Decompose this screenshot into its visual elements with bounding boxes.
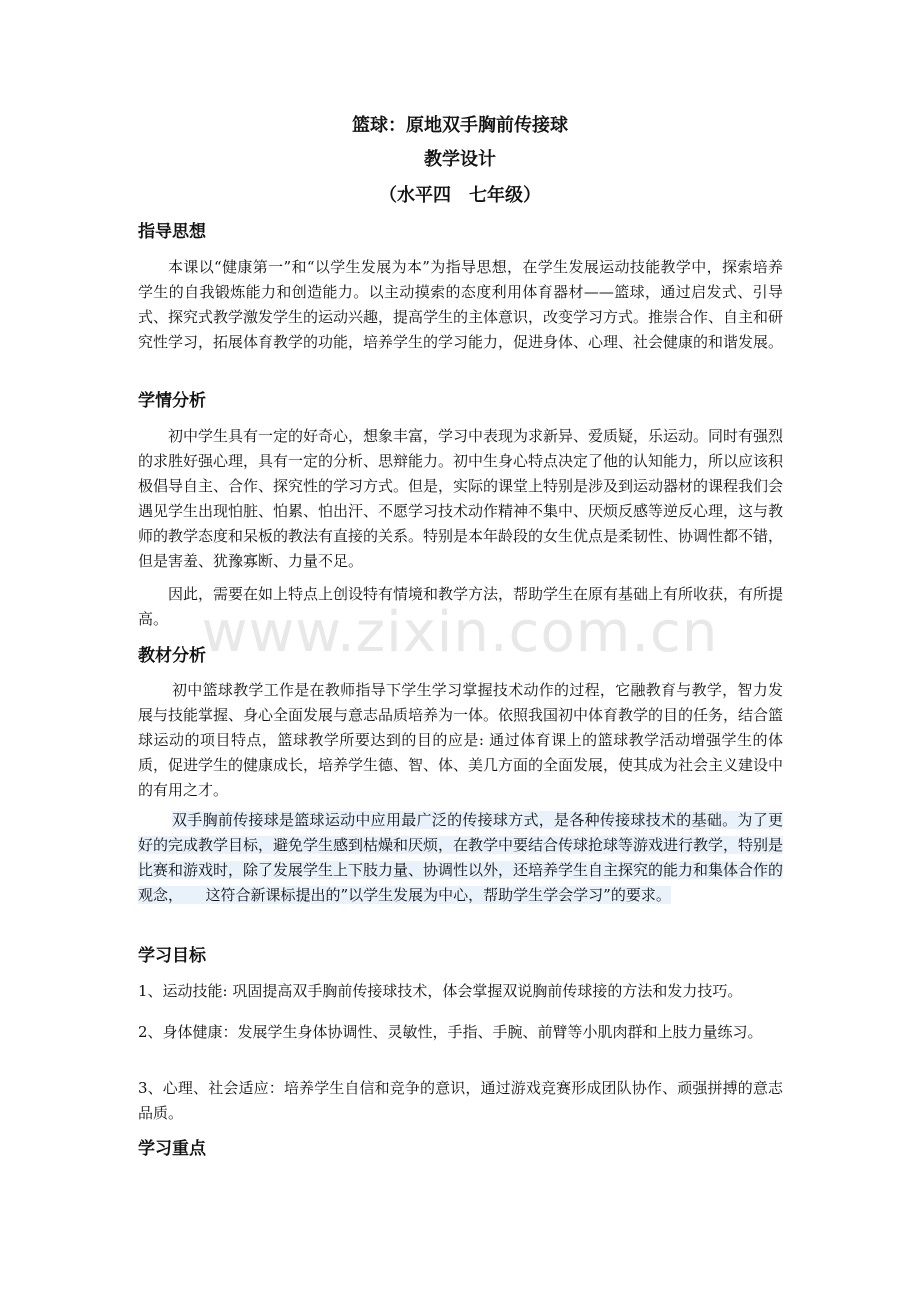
document-title: 篮球：原地双手胸前传接球 (352, 115, 568, 136)
heading-goals: 学习目标 (138, 946, 206, 966)
paragraph-guiding: 本课以“健康第一”和“以学生发展为本”为指导思想，在学生发展运动技能教学中，探索培养学生的自我锻炼能力和创造能力。以主动摸索的态度利用体育器材——篮球，通过启发式、引导式、探究式教学激发学生的运动兴趣，提高学生的主体意识，改变学习方式。推崇合作、自主和研究性学习，拓展体育教学的功能，培养学生的学习能力，促进身体、心理、社会健康的和谐发展。 (138, 258, 784, 351)
document-subtitle: 教学设计 (424, 149, 496, 170)
goal-item-3: 3、心理、社会适应：培养学生自信和竞争的意识，通过游戏竞赛形成团队协作、顽强拼搏的意志品质。 (138, 1079, 783, 1122)
goal-item-2: 2、身体健康：发展学生身体协调性、灵敏性，手指、手腕、前臂等小肌肉群和上肢力量练习。 (138, 1023, 763, 1041)
paragraph-material-2 (138, 808, 783, 908)
paragraph-learners-1: 初中学生具有一定的好奇心，想象丰富，学习中表现为求新异、爱质疑，乐运动。同时有强烈的求胜好强心理，具有一定的分析、思辩能力。初中生身心特点决定了他的认知能力，所以应该积极倡导自主、合作、探究性的学习方式。但是，实际的课堂上特别是涉及到运动器材的课程我们会遇见学生出现怕脏、怕累、怕出汗、不愿学习技术动作精神不集中、厌烦反感等逆反心理，这与教师的教学态度和呆板的教法有直接的关系。特别是本年龄段的女生优点是柔韧性、协调性都不错，但是害羞、犹豫寡断、力量不足。 (138, 427, 784, 570)
document-level: （水平四 七年级） (379, 185, 541, 206)
paragraph-learners-2: 因此，需要在如上特点上创设特有情境和教学方法，帮助学生在原有基础上有所收获，有所提高。 (138, 585, 784, 628)
paragraph-material-1: 初中篮球教学工作是在教师指导下学生学习掌握技术动作的过程，它融教育与教学，智力发展与技能掌握、身心全面发展与意志品质培养为一体。依照我国初中体育教学的目的任务，结合篮球运动的项目特点，篮球教学所要达到的目的应是: 通过体育课上的篮球教学活动增强学生的体质，促进学生的健康成长，培养学生德、智、体、美几方面的全面发展，使其成为社会主义建设中的有用之才。 (138, 681, 784, 799)
heading-guiding: 指导思想 (138, 222, 206, 242)
heading-material: 教材分析 (138, 646, 206, 666)
heading-learners: 学情分析 (138, 391, 206, 411)
highlighted-text: 双手胸前传接球是篮球运动中应用最广泛的传接球方式，是各种传接球技术的基础。为了更好的完成教学目标，避免学生感到枯燥和厌烦，在教学中要结合传球抢球等游戏进行教学，特别是比赛和游戏时，除了发展学生上下肢力量、协调性以外，还培养学生自主探究的能力和集体合作的观念， 这符合新课标提出的”以学生发展为中心，帮助学生学会学习”的要求。 (138, 811, 784, 904)
heading-focus: 学习重点 (138, 1139, 206, 1159)
watermark: www.zixin.com.cn (201, 600, 719, 665)
goal-item-1: 1、运动技能: 巩固提高双手胸前传接球技术，体会掌握双说胸前传球接的方法和发力技巧。 (138, 982, 743, 1000)
